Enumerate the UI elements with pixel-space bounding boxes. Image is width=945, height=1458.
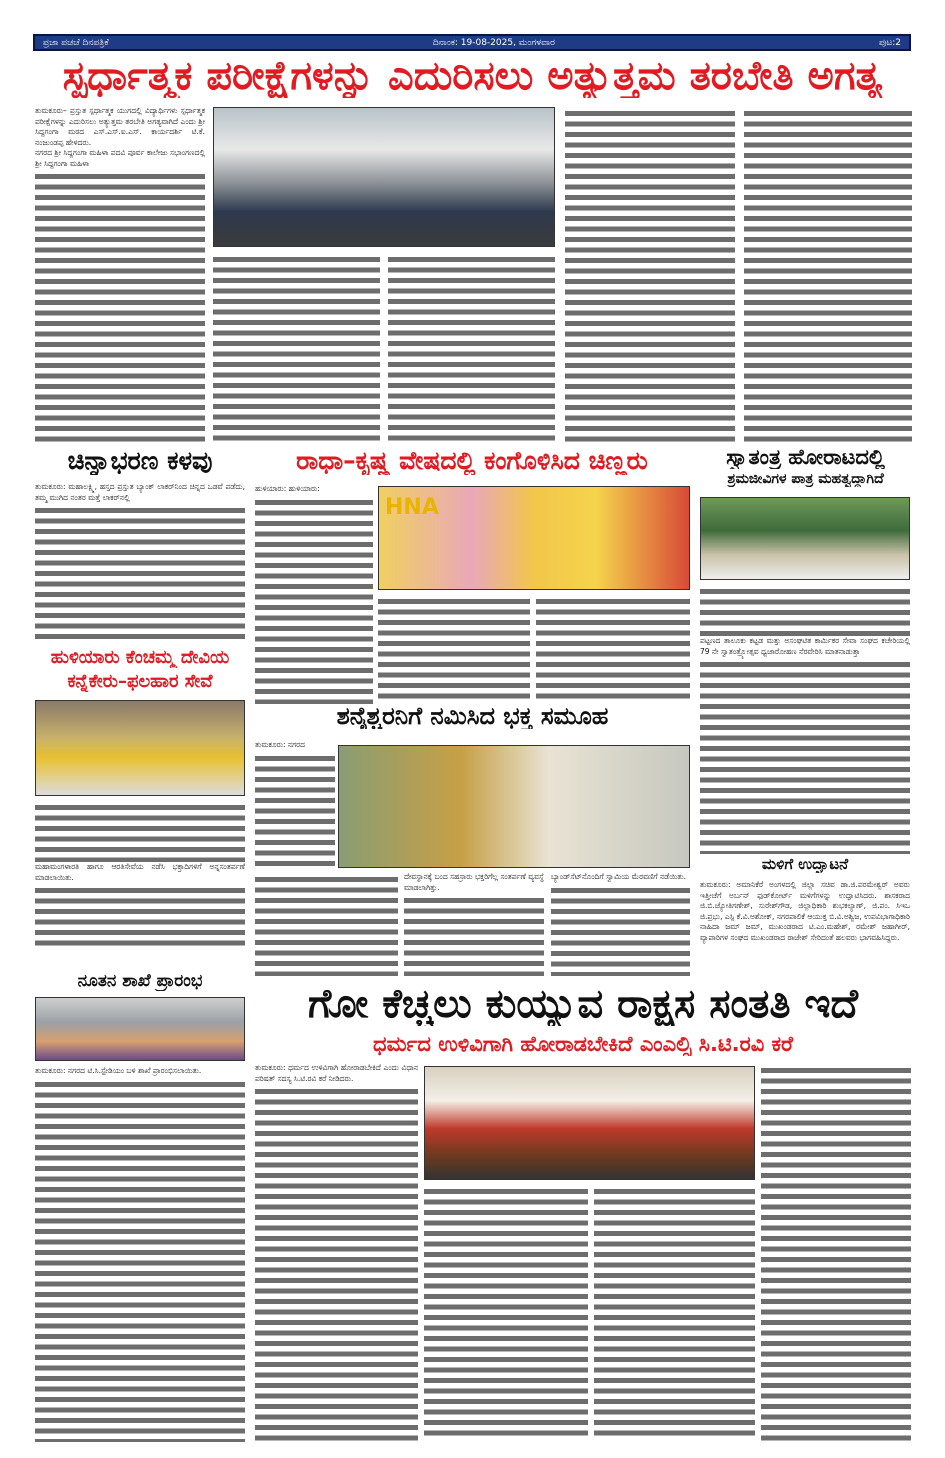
photo-banner-text: HNA: [385, 495, 439, 520]
headline-new-branch: ನೂತನ ಶಾಖೆ ಪ್ರಾರಂಭ: [77, 972, 203, 991]
headline-kenchamma-1: ಹುಳಿಯಾರು ಕೆಂಚಮ್ಮ ದೇವಿಯ: [50, 648, 230, 668]
article-column: [424, 1184, 588, 1441]
article-column: [213, 252, 380, 442]
article-column: [565, 106, 735, 442]
article-column: [35, 1066, 245, 1442]
main-headline: ಸ್ಪರ್ಧಾತ್ಮಕ ಪರೀಕ್ಷೆಗಳನ್ನು ಎದುರಿಸಲು ಅತ್ಯುತ್ತಮ ತರಬೇತಿ ಅಗತ್ಯ: [62, 54, 883, 98]
article-column: [378, 594, 530, 704]
headline-shop-inauguration: ಮಳಿಗೆ ಉದ್ಘಾಟನೆ: [761, 856, 849, 873]
article-column: [35, 800, 245, 948]
article-lead: ತುಮಕೂರು: ಧರ್ಮದ ಉಳಿವಿಗಾಗಿ ಹೋರಾಡಬೇಕಿದೆ ಎಂದು ವಿಧಾನ ಪರಿಷತ್ ಸದಸ್ಯ ಸಿ.ಟಿ.ರವಿ ಕರೆ ನೀಡಿದರು.: [255, 1063, 418, 1083]
article-column: [35, 482, 245, 642]
page-number: ಪುಟ:2: [879, 37, 901, 48]
article-column: [255, 740, 335, 870]
branch-opening-photo: [35, 997, 245, 1061]
article-lead: ತುಮಕೂರು: ಅಮಾನಿಕೆರೆ ಅಂಗಳದಲ್ಲಿ ಜಿಲ್ಲಾ ಸಚಿವ ಡಾ.ಜಿ.ಪರಮೇಶ್ವರ್ ಅವರು ಇತ್ತೀಚೆಗೆ ಅರ್ಬನ್ ಫುಡ್‌ಕೋರ್ಟ್ ಮಳಿಗೆಗಳನ್ನು ಉದ್ಘಾಟಿಸಿದರು. ಶಾಸಕರಾದ ಜಿ.ಬಿ.ಜ್ಯೋತಿಗಣೇಶ್, ಸುರೇಶ್‌ಗೌಡ, ಜಿಲ್ಲಾಧಿಕಾರಿ ಶುಭಕಲ್ಯಾಣ್, ಜಿ.ಪಂ. ಸಿಇಒ ಜಿ.ಪ್ರಭು, ಎಸ್ಪಿ ಕೆ.ವಿ.ಅಶೋಕ್, ನಗರಪಾಲಿಕೆ ಆಯುಕ್ತ ಬಿ.ವಿ.ಅಶ್ವಿಜ, ಉಪವಿಭಾಗಾಧಿಕಾರಿ ನಾಹಿದಾ ಜಮ್ ಜಮ್, ಮುಖಂಡರಾದ ಟಿ.ಎಂ.ಮಹೇಶ್, ರಮೇಶ್ ಜಹಾಗೀರ್, ವ್ಯಾಪಾರಿಗಳ ಸಂಘದ ಮುಖಂಡರಾದ ರಾಜೇಶ್ ಸೇರಿದಂತೆ ಹಲವರು ಭಾಗವಹಿಸಿದ್ದರು.: [700, 880, 910, 942]
article-column: [744, 106, 912, 442]
subheadline-workers: ಶ್ರಮಜೀವಿಗಳ ಪಾತ್ರ ಮಹತ್ವದ್ದಾಗಿದೆ: [727, 472, 884, 487]
article-column: [761, 1063, 911, 1441]
ct-ravi-event-photo: [424, 1066, 755, 1180]
flag-hoisting-photo: [700, 497, 910, 580]
headline-jewel-theft: ಚಿನ್ನಾಭರಣ ಕಳವು: [67, 447, 213, 475]
article-column: [35, 106, 205, 442]
procession-photo: [338, 745, 690, 868]
article-paragraph: ಮಹಾಮಂಗಳಾರತಿ ಹಾಗೂ ಆರತಿಸೇವೆಯ ನಡೆಸಿ ಭಕ್ತಾದಿಗಳಿಗೆ ಅನ್ನಸಂತರ್ಪಣೆ ಮಾಡಲಾಯಿತು.: [35, 862, 245, 882]
masthead-bar: [33, 34, 911, 51]
article-column: [404, 872, 544, 976]
article-lead: ತುಮಕೂರು– ಪ್ರಸ್ತುತ ಸ್ಪರ್ಧಾತ್ಮಕ ಯುಗದಲ್ಲಿ ವಿದ್ಯಾರ್ಥಿಗಳು ಸ್ಪರ್ಧಾತ್ಮಕ ಪರೀಕ್ಷೆಗಳನ್ನು ಎದುರಿಸಲು ಅತ್ಯುತ್ತಮ ತರಬೇತಿ ಅಗತ್ಯವಾಗಿದೆ ಎಂದು ಶ್ರೀ ಸಿದ್ದಗಂಗಾ ಮಠದ ಎಸ್.ಎಸ್.ಐ.ಎಸ್. ಕಾರ್ಯದರ್ಶಿ ಟಿ.ಕೆ. ನಂಜುಂಡಪ್ಪ ಹೇಳಿದರು.: [35, 106, 205, 147]
children-costume-photo: [378, 486, 690, 590]
lamp-lighting-photo: [213, 107, 555, 247]
article-column: [700, 880, 910, 976]
article-column: [255, 1063, 418, 1441]
article-column: [255, 872, 398, 976]
headline-kenchamma-2: ಕನ್ನೆಕೇರು–ಫಲಹಾರ ಸೇವೆ: [67, 672, 213, 692]
article-column: [255, 484, 373, 704]
issue-date: ದಿನಾಂಕ: 19-08-2025, ಮಂಗಳವಾರ: [432, 37, 555, 48]
headline-go-kechchalu: ಗೋ ಕೆಚ್ಚಲು ಕುಯ್ಯುವ ರಾಕ್ಷಸ ಸಂತತಿ ಇದೆ: [308, 982, 858, 1026]
article-lead: ಹುಳಿಯಾರು: ಹುಳಿಯಾರು:: [255, 484, 320, 493]
article-column: [388, 252, 555, 442]
headline-radha-krishna: ರಾಧಾ–ಕೃಷ್ಣ ವೇಷದಲ್ಲಿ ಕಂಗೊಳಿಸಿದ ಚಿಣ್ಣರು: [296, 447, 648, 475]
paper-name: ಪ್ರಜಾ ಪಚಚೆ ದಿನಪತ್ರಿಕೆ: [43, 37, 109, 48]
headline-freedom-struggle: ಸ್ವಾತಂತ್ರ ಹೋರಾಟದಲ್ಲಿ: [726, 446, 885, 469]
article-lead: ತುಮಕೂರು: ನಗರದ: [255, 740, 305, 749]
article-column: [536, 594, 690, 704]
headline-shanaishchara: ಶನೈಶ್ಚರನಿಗೆ ನಮಿಸಿದ ಭಕ್ತ ಸಮೂಹ: [336, 703, 609, 730]
article-lead: ತುಮಕೂರು: ಮಹಾಲಕ್ಷ್ಮಿ, ಹಸ್ತದ ಪ್ರಸ್ತುತ ಬ್ಯಾಂಕ್ ಲಾಕರ್‌ನಿಂದ ಚಿನ್ನದ ಒಡವೆ ಪಡೆದು, ತಮ್ಮ ಮುಗಿದ ನಂತರ ಮತ್ತೆ ಲಾಕರ್‌ನಲ್ಲಿ: [35, 482, 245, 502]
article-lead: ತುಮಕೂರು: ನಗರದ ಟಿ.ಸಿ.ಸ್ಟೇಡಿಯಂ ಬಳಿ ಶಾಖೆ ಪ್ರಾರಂಭಿಸಲಾಯಿತು.: [35, 1066, 202, 1075]
festival-photo: [35, 700, 245, 796]
article-paragraph: ಬ್ಯಾಂಡ್‌ಸೆಟ್‌ನೊಂದಿಗೆ ಸ್ವಾಮಿಯ ಮೆರವಣಿಗೆ ನಡೆಯಿತು.: [551, 872, 686, 881]
article-column: [594, 1184, 755, 1441]
article-paragraph: ನಗರದ ಶ್ರೀ ಸಿದ್ದಗಂಗಾ ಮಹಿಳಾ ಪದವಿ ಪೂರ್ವ ಕಾಲೇಜು ಸಭಾಂಗಣದಲ್ಲಿ ಶ್ರೀ ಸಿದ್ದಗಂಗಾ ಮಹಿಳಾ: [35, 148, 205, 168]
subheadline-ct-ravi: ಧರ್ಮದ ಉಳಿವಿಗಾಗಿ ಹೋರಾಡಬೇಕಿದೆ ಎಂಎಲ್ಸಿ ಸಿ.ಟಿ.ರವಿ ಕರೆ: [373, 1033, 793, 1056]
article-column: [551, 872, 690, 976]
article-paragraph: ಪಟ್ಟಣದ ತಾಲೂಕು ಕಟ್ಟಡ ಮತ್ತು ಅಸಂಘಟಿತ ಕಾರ್ಮಿಕರ ಸೇವಾ ಸಂಘದ ಕಚೇರಿಯಲ್ಲಿ 79 ನೇ ಸ್ವಾತಂತ್ರ್ಯೋತ್ಸವ ಧ್ವಜಾರೋಹಣ ನೆರವೇರಿಸಿ ಮಾತನಾಡುತ್ತಾ: [700, 636, 910, 656]
article-column: [700, 584, 910, 854]
article-paragraph: ದೇವಸ್ಥಾನಕ್ಕೆ ಬಂದ ಸಹಸ್ರಾರು ಭಕ್ತರಿಗೆಲ್ಲ ಸಂತರ್ಪಣೆ ವ್ಯವಸ್ಥೆ ಮಾಡಲಾಗಿತ್ತು.: [404, 872, 544, 892]
